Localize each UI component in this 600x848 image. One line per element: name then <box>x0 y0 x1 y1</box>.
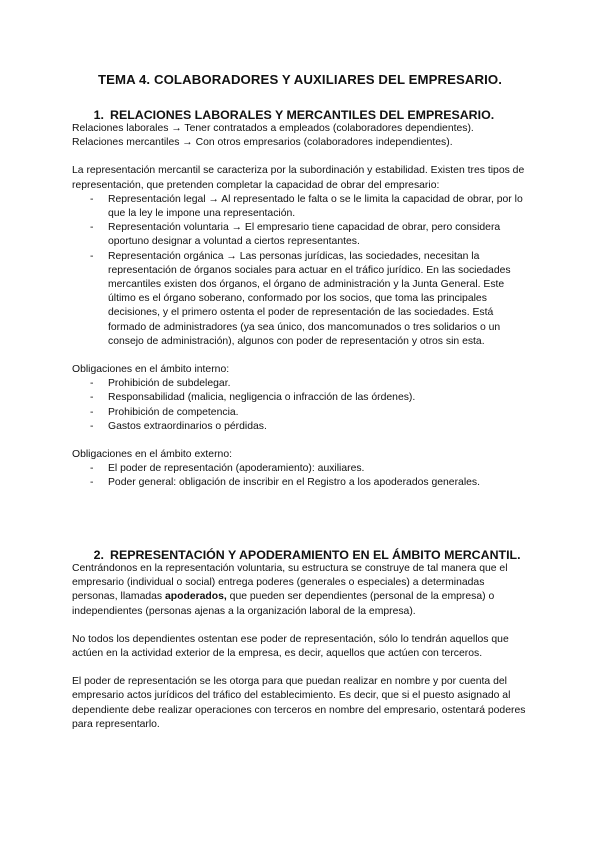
section-2-heading-text: REPRESENTACIÓN Y APODERAMIENTO EN EL ÁMBITO MERCANTIL. <box>110 548 521 562</box>
list-item: - Gastos extraordinarios o pérdidas. <box>90 420 267 432</box>
section-2-number: 2. <box>93 548 104 562</box>
list-item: - Prohibición de competencia. <box>90 406 239 418</box>
list-item: - Representación orgánica → Las personas jurídicas, las sociedades, necesitan la representación de órganos sociales para actuar en el tráfico jurídico. En las sociedades mercantiles existen dos órganos, el órgano de administración y la Junta General. Este último es el órgano soberano, conformado por los socios, que toma las principales decisiones, y el primero ostenta el poder de representación de las sociedades. Está formado de administradores (ya sea único, dos mancomunados o tres solidarios o un consejo de administración), algunos con poder de representación y otros sin esta. <box>90 250 511 347</box>
external-obligations-list <box>72 462 528 490</box>
section-1-heading <box>72 108 528 122</box>
page-title: TEMA 4. COLABORADORES Y AUXILIARES DEL EMPRESARIO. <box>97 72 503 87</box>
section-1-heading-text: RELACIONES LABORALES Y MERCANTILES DEL EMPRESARIO. <box>110 108 495 122</box>
section-1-number: 1. <box>93 108 104 122</box>
list-item: - Poder general: obligación de inscribir en el Registro a los apoderados generales. <box>90 477 480 489</box>
internal-obligations-list <box>72 377 528 434</box>
section-2-paragraph-2: No todos los dependientes ostentan ese poder de representación, sólo lo tendrán aquellos que actúen en la actividad exterior de la empresa, es decir, aquellos que actúen con terceros. <box>72 633 509 660</box>
list-item: - Responsabilidad (malicia, negligencia o infracción de las órdenes). <box>90 392 416 404</box>
internal-obligations-title: Obligaciones en el ámbito interno: <box>72 364 230 376</box>
section-2-paragraph-1: Centrándonos en la representación voluntaria, su estructura se construye de tal manera que el empresario (individual o social) entrega poderes (generales o especiales) a determinadas personas, llamadas apoderados, que pueden ser dependientes (personal de la empresa) o independientes (personas ajenas a la organización laboral de la empresa). <box>72 563 508 617</box>
section-1 <box>72 108 528 491</box>
section-2-heading <box>72 548 528 562</box>
list-item: - El poder de representación (apoderamiento): auxiliares. <box>90 463 365 475</box>
representation-intro: La representación mercantil se caracteriza por la subordinación y estabilidad. Existen tres tipos de representación, que pretenden completar la capacidad de obrar del empresario: <box>72 165 525 191</box>
section-2 <box>72 548 528 732</box>
relaciones-mercantiles-line: Relaciones mercantiles → Con otros empresarios (colaboradores independientes). <box>72 137 453 149</box>
external-obligations-title: Obligaciones en el ámbito externo: <box>72 449 232 461</box>
representation-types-list <box>72 193 528 349</box>
list-item: - Prohibición de subdelegar. <box>90 378 231 390</box>
section-2-paragraph-3: El poder de representación se les otorga para que puedan realizar en nombre y por cuenta del empresario actos jurídicos del tráfico del establecimiento. Es decir, que si el puesto asignado al dependiente debe realizar operaciones con terceros en nombre del empresario, ostentará poderes para representarlo. <box>72 676 526 730</box>
list-item: - Representación voluntaria → El empresario tiene capacidad de obrar, pero considera oportuno designar a voluntad a ciertos representantes. <box>90 222 501 248</box>
relaciones-laborales-line: Relaciones laborales → Tener contratados a empleados (colaboradores dependientes). <box>72 123 474 134</box>
apoderados-keyword: apoderados, <box>165 591 227 603</box>
list-item: - Representación legal → Al representado le falta o se le limita la capacidad de obrar, por lo que la ley le impone una representación. <box>90 193 523 220</box>
